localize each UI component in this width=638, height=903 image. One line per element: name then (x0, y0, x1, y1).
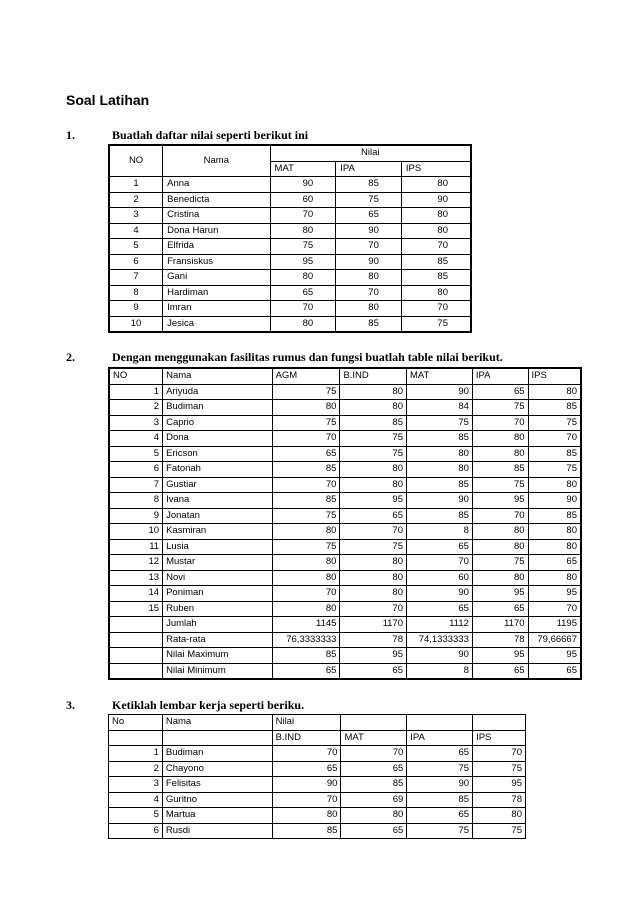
cell-mat: 84 (407, 400, 473, 416)
cell-ipa: 75 (472, 477, 528, 493)
cell-ipa: 65 (472, 601, 528, 617)
cell-no: 4 (109, 431, 163, 447)
cell-mat: 80 (341, 808, 407, 824)
table-row (109, 477, 581, 493)
cell-bind: 65 (340, 508, 407, 524)
cell-nama: Mustar (163, 555, 272, 571)
cell-no: 6 (109, 823, 163, 839)
cell-ips: 90 (401, 192, 471, 208)
question-1-number: 1. (66, 128, 75, 142)
cell-mat: 60 (270, 192, 336, 208)
cell-ips: 80 (401, 223, 471, 239)
cell-mat: 90 (407, 586, 473, 602)
cell-mat: 95 (270, 254, 336, 270)
cell-agm: 65 (272, 446, 340, 462)
cell-ipa: 95 (472, 493, 528, 509)
cell-no: 1 (109, 177, 163, 193)
cell-bind: 85 (340, 415, 407, 431)
cell-agm: 75 (272, 384, 340, 400)
cell-bind: 65 (272, 761, 341, 777)
cell-ips: 65 (528, 663, 581, 679)
cell-bind: 95 (340, 648, 407, 664)
cell-nama: Martua (162, 808, 272, 824)
cell-ips: 75 (528, 462, 581, 478)
table-row (109, 761, 526, 777)
cell-no: 5 (109, 446, 163, 462)
cell-mat: 65 (341, 823, 407, 839)
cell-nama: Guritno (162, 792, 272, 808)
cell-ipa: 80 (336, 270, 402, 286)
cell-no: 3 (109, 208, 163, 224)
cell-bind: 75 (340, 539, 407, 555)
header-bind: B.IND (272, 730, 341, 746)
cell-nama: Jesica (163, 316, 270, 332)
header-nilai: Nilai (270, 145, 471, 161)
cell-bind: 80 (340, 462, 407, 478)
cell-agm: 80 (272, 555, 340, 571)
cell-ipa: 65 (336, 208, 402, 224)
cell-nama: Kasmiran (163, 524, 272, 540)
cell-ipa: 78 (472, 632, 528, 648)
cell-nama: Fatonah (163, 462, 272, 478)
cell-nama: Chayono (162, 761, 272, 777)
cell-no: 9 (109, 508, 163, 524)
table-row (109, 601, 581, 617)
cell-mat: 8 (407, 663, 473, 679)
cell-bind: 70 (272, 792, 341, 808)
cell-nama: Lusia (163, 539, 272, 555)
empty-cell (162, 730, 272, 746)
summary-label: Nilai Maximum (163, 648, 272, 664)
cell-bind: 80 (340, 555, 407, 571)
cell-no: 7 (109, 270, 163, 286)
cell-mat: 70 (407, 555, 473, 571)
cell-ips: 65 (528, 555, 581, 571)
cell-bind: 90 (272, 777, 341, 793)
cell-mat: 85 (407, 477, 473, 493)
cell-ips: 80 (473, 808, 526, 824)
cell-nama: Ivana (163, 493, 272, 509)
cell-nama: Dona (163, 431, 272, 447)
cell-ips: 78 (473, 792, 526, 808)
cell-nama: Budiman (163, 400, 272, 416)
cell-nama: Gani (163, 270, 270, 286)
cell-ips: 70 (401, 239, 471, 255)
table-row (109, 539, 581, 555)
cell-ips: 80 (528, 539, 581, 555)
cell-mat: 90 (407, 648, 473, 664)
cell-ipa: 80 (472, 570, 528, 586)
table-row (109, 792, 526, 808)
cell-bind: 80 (340, 586, 407, 602)
empty-cell (341, 715, 407, 731)
table-row (109, 524, 581, 540)
cell-mat: 75 (270, 239, 336, 255)
cell-ips: 75 (401, 316, 471, 332)
cell-ips: 80 (528, 524, 581, 540)
cell-bind: 70 (340, 524, 407, 540)
cell-ips: 80 (528, 384, 581, 400)
cell-bind: 95 (340, 493, 407, 509)
summary-row (109, 663, 581, 679)
cell-ips: 75 (528, 415, 581, 431)
cell-ips: 85 (401, 270, 471, 286)
table-row (109, 570, 581, 586)
table-row (109, 746, 526, 762)
table-row (109, 223, 471, 239)
cell-ipa: 65 (407, 746, 473, 762)
cell-ipa: 85 (336, 316, 402, 332)
cell-no: 14 (109, 586, 163, 602)
header-mat: MAT (407, 368, 473, 384)
cell-nama: Fransiskus (163, 254, 270, 270)
page-title: Soal Latihan (66, 92, 150, 108)
cell-bind: 78 (340, 632, 407, 648)
cell-ips: 85 (528, 508, 581, 524)
cell-bind: 65 (340, 663, 407, 679)
empty-cell (407, 715, 473, 731)
header-no: NO (109, 145, 163, 177)
cell-no: 13 (109, 570, 163, 586)
cell-bind: 75 (340, 431, 407, 447)
cell-ipa: 75 (407, 761, 473, 777)
summary-label: Nilai Minimum (163, 663, 272, 679)
cell-no: 2 (109, 761, 163, 777)
cell-agm: 70 (272, 586, 340, 602)
summary-label: Jumlah (163, 617, 272, 633)
cell-mat: 65 (270, 285, 336, 301)
cell-ipa: 65 (407, 808, 473, 824)
table-row (109, 301, 471, 317)
cell-ips: 85 (528, 446, 581, 462)
header-ipa: IPA (472, 368, 528, 384)
empty-cell (109, 617, 163, 633)
cell-ipa: 85 (472, 462, 528, 478)
table-row (109, 823, 526, 839)
cell-mat: 65 (407, 539, 473, 555)
cell-ips: 70 (473, 746, 526, 762)
cell-nama: Budiman (162, 746, 272, 762)
cell-ipa: 70 (472, 415, 528, 431)
cell-ipa: 80 (336, 301, 402, 317)
cell-agm: 75 (272, 539, 340, 555)
question-3-heading: Ketiklah lembar kerja seperti beriku. (112, 698, 305, 712)
table-row (109, 384, 581, 400)
cell-nama: Benedicta (163, 192, 270, 208)
cell-bind: 80 (340, 400, 407, 416)
table-row (109, 508, 581, 524)
empty-cell (109, 632, 163, 648)
cell-no: 1 (109, 384, 163, 400)
grades-table-1 (108, 144, 472, 333)
table-row (109, 777, 526, 793)
cell-no: 5 (109, 239, 163, 255)
table-row (109, 462, 581, 478)
question-2-number: 2. (66, 350, 75, 364)
grades-table-3 (108, 714, 526, 839)
cell-mat: 85 (341, 777, 407, 793)
empty-cell (473, 715, 526, 731)
cell-no: 11 (109, 539, 163, 555)
cell-nama: Ericson (163, 446, 272, 462)
cell-mat: 80 (407, 462, 473, 478)
cell-mat: 65 (407, 601, 473, 617)
cell-ips: 1195 (528, 617, 581, 633)
cell-mat: 90 (270, 177, 336, 193)
cell-mat: 80 (270, 223, 336, 239)
cell-ipa: 95 (472, 648, 528, 664)
cell-ips: 95 (473, 777, 526, 793)
empty-cell (109, 663, 163, 679)
cell-agm: 80 (272, 601, 340, 617)
cell-mat: 85 (407, 431, 473, 447)
cell-bind: 70 (272, 746, 341, 762)
cell-mat: 90 (407, 384, 473, 400)
cell-no: 10 (109, 316, 163, 332)
cell-agm: 65 (272, 663, 340, 679)
header-mat: MAT (341, 730, 407, 746)
header-nilai: Nilai (272, 715, 341, 731)
cell-no: 8 (109, 285, 163, 301)
question-2-heading: Dengan menggunakan fasilitas rumus dan fungsi buatlah table nilai berikut. (112, 350, 503, 364)
cell-ips: 90 (528, 493, 581, 509)
cell-agm: 80 (272, 570, 340, 586)
cell-ips: 75 (473, 823, 526, 839)
table-row (109, 192, 471, 208)
cell-no: 9 (109, 301, 163, 317)
table-row (109, 446, 581, 462)
cell-mat: 69 (341, 792, 407, 808)
cell-ips: 80 (401, 285, 471, 301)
table-row (109, 586, 581, 602)
cell-mat: 85 (407, 508, 473, 524)
table-row (109, 555, 581, 571)
summary-row (109, 617, 581, 633)
cell-ipa: 80 (472, 431, 528, 447)
table-row (109, 285, 471, 301)
cell-no: 8 (109, 493, 163, 509)
header-ips: IPS (528, 368, 581, 384)
cell-nama: Jonatan (163, 508, 272, 524)
cell-agm: 75 (272, 415, 340, 431)
cell-ipa: 65 (472, 384, 528, 400)
cell-mat: 80 (270, 316, 336, 332)
cell-bind: 80 (340, 477, 407, 493)
cell-no: 7 (109, 477, 163, 493)
cell-mat: 90 (407, 493, 473, 509)
cell-no: 4 (109, 223, 163, 239)
header-nama: Nama (162, 715, 272, 731)
cell-no: 2 (109, 192, 163, 208)
summary-row (109, 648, 581, 664)
cell-ipa: 80 (472, 539, 528, 555)
cell-ipa: 70 (472, 508, 528, 524)
cell-nama: Novi (163, 570, 272, 586)
cell-mat: 70 (270, 208, 336, 224)
header-mat: MAT (270, 161, 336, 177)
summary-label: Rata-rata (163, 632, 272, 648)
cell-no: 15 (109, 601, 163, 617)
cell-mat: 80 (270, 270, 336, 286)
cell-agm: 70 (272, 477, 340, 493)
cell-bind: 80 (340, 384, 407, 400)
table-row (109, 400, 581, 416)
cell-ipa: 70 (336, 239, 402, 255)
cell-nama: Hardiman (163, 285, 270, 301)
header-nama: Nama (163, 368, 272, 384)
cell-ips: 70 (528, 431, 581, 447)
cell-nama: Ruben (163, 601, 272, 617)
cell-ipa: 80 (472, 446, 528, 462)
cell-ips: 79,66667 (528, 632, 581, 648)
header-no: No (109, 715, 163, 731)
cell-nama: Rusdi (162, 823, 272, 839)
cell-ipa: 90 (336, 223, 402, 239)
cell-ips: 75 (473, 761, 526, 777)
cell-nama: Cristina (163, 208, 270, 224)
cell-nama: Elfrida (163, 239, 270, 255)
cell-ips: 70 (528, 601, 581, 617)
cell-bind: 80 (340, 570, 407, 586)
cell-ipa: 75 (472, 555, 528, 571)
cell-agm: 1145 (272, 617, 340, 633)
cell-nama: Ariyuda (163, 384, 272, 400)
cell-ips: 80 (528, 477, 581, 493)
table-row (109, 415, 581, 431)
cell-agm: 85 (272, 462, 340, 478)
cell-ips: 85 (528, 400, 581, 416)
grades-table-2 (108, 367, 582, 680)
table-row (109, 316, 471, 332)
cell-nama: Caprio (163, 415, 272, 431)
cell-mat: 75 (407, 415, 473, 431)
cell-no: 4 (109, 792, 163, 808)
cell-mat: 1112 (407, 617, 473, 633)
header-ips: IPS (473, 730, 526, 746)
cell-nama: Dona Harun (163, 223, 270, 239)
cell-ips: 80 (401, 177, 471, 193)
cell-no: 1 (109, 746, 163, 762)
table-row (109, 431, 581, 447)
table-row (109, 270, 471, 286)
cell-mat: 8 (407, 524, 473, 540)
cell-mat: 65 (341, 761, 407, 777)
cell-mat: 80 (407, 446, 473, 462)
cell-no: 3 (109, 415, 163, 431)
header-ipa: IPA (336, 161, 402, 177)
table-row (109, 239, 471, 255)
header-bind: B.IND (340, 368, 407, 384)
cell-agm: 85 (272, 493, 340, 509)
cell-ips: 80 (528, 570, 581, 586)
cell-ips: 95 (528, 648, 581, 664)
cell-ipa: 1170 (472, 617, 528, 633)
cell-bind: 75 (340, 446, 407, 462)
cell-ips: 85 (401, 254, 471, 270)
header-nama: Nama (163, 145, 270, 177)
cell-agm: 70 (272, 431, 340, 447)
cell-ipa: 90 (336, 254, 402, 270)
cell-agm: 80 (272, 524, 340, 540)
empty-cell (109, 648, 163, 664)
question-1-heading: Buatlah daftar nilai seperti berikut ini (112, 128, 309, 142)
header-ipa: IPA (407, 730, 473, 746)
cell-bind: 85 (272, 823, 341, 839)
cell-ipa: 65 (472, 663, 528, 679)
cell-nama: Felisitas (162, 777, 272, 793)
cell-ips: 80 (401, 208, 471, 224)
cell-bind: 70 (340, 601, 407, 617)
cell-ipa: 75 (472, 400, 528, 416)
cell-ips: 70 (401, 301, 471, 317)
cell-agm: 75 (272, 508, 340, 524)
cell-no: 10 (109, 524, 163, 540)
cell-ipa: 90 (407, 777, 473, 793)
cell-no: 6 (109, 254, 163, 270)
summary-row (109, 632, 581, 648)
table-row (109, 208, 471, 224)
question-3-number: 3. (66, 698, 75, 712)
cell-bind: 80 (272, 808, 341, 824)
cell-ipa: 75 (336, 192, 402, 208)
empty-cell (109, 730, 163, 746)
cell-mat: 60 (407, 570, 473, 586)
header-ips: IPS (401, 161, 471, 177)
cell-no: 12 (109, 555, 163, 571)
cell-ipa: 80 (472, 524, 528, 540)
cell-agm: 80 (272, 400, 340, 416)
cell-no: 6 (109, 462, 163, 478)
cell-ips: 95 (528, 586, 581, 602)
cell-mat: 70 (341, 746, 407, 762)
cell-no: 5 (109, 808, 163, 824)
cell-ipa: 85 (336, 177, 402, 193)
cell-agm: 85 (272, 648, 340, 664)
cell-mat: 74,1333333 (407, 632, 473, 648)
table-row (109, 808, 526, 824)
cell-ipa: 70 (336, 285, 402, 301)
cell-nama: Poniman (163, 586, 272, 602)
cell-nama: Gustiar (163, 477, 272, 493)
cell-no: 3 (109, 777, 163, 793)
cell-nama: Anna (163, 177, 270, 193)
cell-bind: 1170 (340, 617, 407, 633)
cell-ipa: 75 (407, 823, 473, 839)
cell-no: 2 (109, 400, 163, 416)
cell-mat: 70 (270, 301, 336, 317)
cell-agm: 76,3333333 (272, 632, 340, 648)
table-row (109, 254, 471, 270)
cell-ipa: 95 (472, 586, 528, 602)
cell-nama: Imran (163, 301, 270, 317)
table-row (109, 177, 471, 193)
header-no: NO (109, 368, 163, 384)
table-row (109, 493, 581, 509)
cell-ipa: 85 (407, 792, 473, 808)
header-agm: AGM (272, 368, 340, 384)
